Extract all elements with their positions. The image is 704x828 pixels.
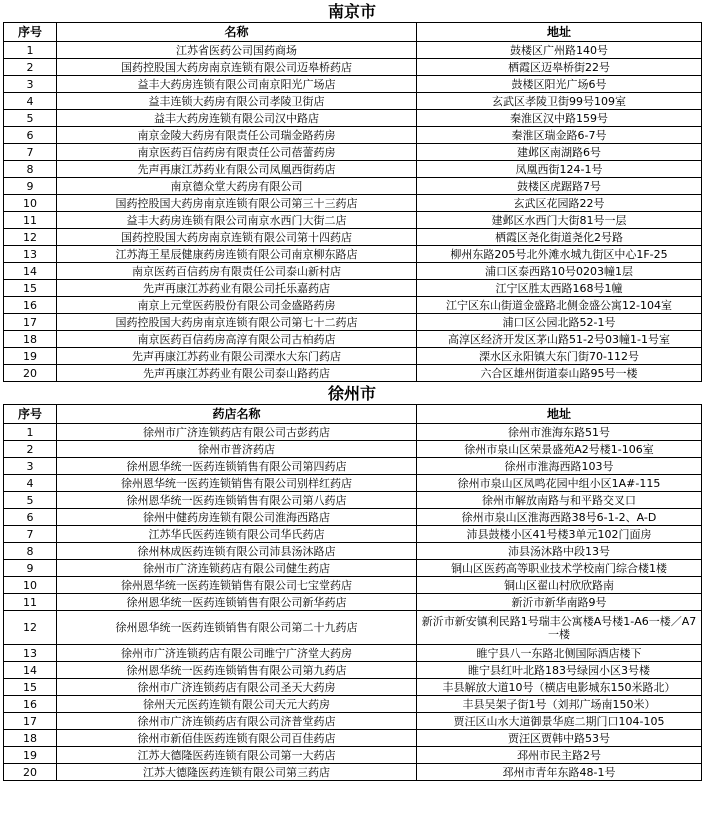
cell-store-name: 徐州林成医药连锁有限公司沛县汤沐路店 bbox=[57, 543, 417, 560]
table-row bbox=[4, 229, 702, 246]
cell-index: 19 bbox=[4, 348, 57, 365]
cell-address: 睢宁县八一东路北侧国际酒店楼下 bbox=[417, 645, 702, 662]
xuzhou-section-title: 徐州市 bbox=[327, 384, 376, 403]
cell-address: 贾汪区山水大道御景华庭二期门口104-105 bbox=[417, 713, 702, 730]
table-row bbox=[4, 424, 702, 441]
table-row bbox=[4, 127, 702, 144]
cell-index: 1 bbox=[4, 424, 57, 441]
cell-index: 3 bbox=[4, 76, 57, 93]
cell-address: 睢宁县红叶北路183号绿园小区3号楼 bbox=[417, 662, 702, 679]
cell-store-name: 江苏大德隆医药连锁有限公司第三药店 bbox=[57, 764, 417, 781]
cell-address: 江宁区胜太西路168号1幢 bbox=[417, 280, 702, 297]
cell-store-name: 益丰大药房连锁有限公司汉中路店 bbox=[57, 110, 417, 127]
cell-store-name: 国药控股国大药房南京连锁有限公司第七十二药店 bbox=[57, 314, 417, 331]
cell-index: 17 bbox=[4, 314, 57, 331]
table-row bbox=[4, 526, 702, 543]
cell-index: 17 bbox=[4, 713, 57, 730]
cell-index: 18 bbox=[4, 730, 57, 747]
cell-store-name: 徐州恩华统一医药连锁销售有限公司第四药店 bbox=[57, 458, 417, 475]
cell-store-name: 徐州恩华统一医药连锁销售有限公司七宝堂药店 bbox=[57, 577, 417, 594]
cell-index: 16 bbox=[4, 696, 57, 713]
cell-index: 13 bbox=[4, 645, 57, 662]
cell-address: 徐州市解放南路与和平路交叉口 bbox=[417, 492, 702, 509]
cell-index: 14 bbox=[4, 662, 57, 679]
cell-index: 2 bbox=[4, 441, 57, 458]
cell-index: 12 bbox=[4, 229, 57, 246]
cell-store-name: 南京医药百信药房有限责任公司蓓蕾药房 bbox=[57, 144, 417, 161]
cell-store-name: 国药控股国大药房南京连锁有限公司迈皋桥药店 bbox=[57, 59, 417, 76]
table-row bbox=[4, 543, 702, 560]
cell-address: 浦口区公园北路52-1号 bbox=[417, 314, 702, 331]
cell-address: 丰县解放大道10号（横店电影城东150米路北） bbox=[417, 679, 702, 696]
table-row bbox=[4, 365, 702, 382]
table-row bbox=[4, 645, 702, 662]
cell-address: 栖霞区尧化街道尧化2号路 bbox=[417, 229, 702, 246]
table-row bbox=[4, 59, 702, 76]
table-header-row bbox=[4, 23, 702, 42]
cell-address: 邳州市青年东路48-1号 bbox=[417, 764, 702, 781]
table-row bbox=[4, 314, 702, 331]
table-row bbox=[4, 246, 702, 263]
cell-index: 7 bbox=[4, 144, 57, 161]
table-row bbox=[4, 195, 702, 212]
table-row bbox=[4, 509, 702, 526]
cell-store-name: 先声再康江苏药业有限公司托乐嘉药店 bbox=[57, 280, 417, 297]
table-row bbox=[4, 93, 702, 110]
cell-store-name: 徐州恩华统一医药连锁销售有限公司第二十九药店 bbox=[57, 611, 417, 645]
cell-store-name: 益丰大药房连锁有限公司南京阳光广场店 bbox=[57, 76, 417, 93]
column-header-index: 序号 bbox=[4, 405, 57, 424]
cell-store-name: 徐州恩华统一医药连锁销售有限公司第八药店 bbox=[57, 492, 417, 509]
table-row bbox=[4, 42, 702, 59]
table-row bbox=[4, 560, 702, 577]
cell-index: 16 bbox=[4, 297, 57, 314]
cell-address: 鼓楼区虎踞路7号 bbox=[417, 178, 702, 195]
cell-index: 13 bbox=[4, 246, 57, 263]
table-row bbox=[4, 611, 702, 645]
cell-address: 江宁区东山街道金盛路北侧金盛公寓12-104室 bbox=[417, 297, 702, 314]
table-row bbox=[4, 594, 702, 611]
cell-store-name: 江苏华氏医药连锁有限公司华氏药店 bbox=[57, 526, 417, 543]
cell-address: 栖霞区迈皋桥街22号 bbox=[417, 59, 702, 76]
table-row bbox=[4, 441, 702, 458]
cell-index: 19 bbox=[4, 747, 57, 764]
cell-store-name: 先声再康江苏药业有限公司泰山路药店 bbox=[57, 365, 417, 382]
cell-store-name: 先声再康江苏药业有限公司凤凰西街药店 bbox=[57, 161, 417, 178]
table-row bbox=[4, 475, 702, 492]
cell-store-name: 徐州中健药房连锁有限公司淮海西路店 bbox=[57, 509, 417, 526]
cell-index: 11 bbox=[4, 212, 57, 229]
table-row bbox=[4, 280, 702, 297]
table-row bbox=[4, 331, 702, 348]
cell-index: 20 bbox=[4, 365, 57, 382]
cell-index: 6 bbox=[4, 127, 57, 144]
cell-address: 沛县汤沐路中段13号 bbox=[417, 543, 702, 560]
cell-address: 溧水区永阳镇大东门街70-112号 bbox=[417, 348, 702, 365]
table-row bbox=[4, 348, 702, 365]
column-header-index: 序号 bbox=[4, 23, 57, 42]
table-row bbox=[4, 76, 702, 93]
cell-store-name: 南京医药百信药房有限责任公司泰山新村店 bbox=[57, 263, 417, 280]
cell-store-name: 江苏海王星辰健康药房连锁有限公司南京柳东路店 bbox=[57, 246, 417, 263]
cell-index: 3 bbox=[4, 458, 57, 475]
cell-index: 7 bbox=[4, 526, 57, 543]
cell-address: 浦口区泰西路10号0203幢1层 bbox=[417, 263, 702, 280]
cell-index: 11 bbox=[4, 594, 57, 611]
table-row bbox=[4, 297, 702, 314]
cell-index: 12 bbox=[4, 611, 57, 645]
cell-address: 鼓楼区广州路140号 bbox=[417, 42, 702, 59]
cell-store-name: 江苏大德隆医药连锁有限公司第一大药店 bbox=[57, 747, 417, 764]
table-header-row bbox=[4, 405, 702, 424]
cell-address: 徐州市泉山区凤鸣花园中组小区1A#-115 bbox=[417, 475, 702, 492]
cell-index: 9 bbox=[4, 178, 57, 195]
cell-store-name: 徐州市新佰佳医药连锁有限公司百佳药店 bbox=[57, 730, 417, 747]
cell-store-name: 南京金陵大药房有限责任公司瑞金路药房 bbox=[57, 127, 417, 144]
cell-address: 徐州市泉山区淮海西路38号6-1-2、A-D bbox=[417, 509, 702, 526]
cell-index: 20 bbox=[4, 764, 57, 781]
cell-store-name: 徐州市普济药店 bbox=[57, 441, 417, 458]
xuzhou-table bbox=[3, 404, 702, 781]
cell-address: 鼓楼区阳光广场6号 bbox=[417, 76, 702, 93]
cell-address: 玄武区花园路22号 bbox=[417, 195, 702, 212]
cell-address: 秦淮区汉中路159号 bbox=[417, 110, 702, 127]
table-row bbox=[4, 144, 702, 161]
cell-index: 10 bbox=[4, 577, 57, 594]
cell-address: 邳州市民主路2号 bbox=[417, 747, 702, 764]
cell-address: 建邺区水西门大街81号一层 bbox=[417, 212, 702, 229]
cell-store-name: 江苏省医药公司国药商场 bbox=[57, 42, 417, 59]
cell-store-name: 徐州市广济连锁药店有限公司古彭药店 bbox=[57, 424, 417, 441]
cell-address: 徐州市泉山区荣景盛苑A2号楼1-106室 bbox=[417, 441, 702, 458]
nanjing-section-title: 南京市 bbox=[327, 2, 376, 21]
cell-store-name: 南京上元堂医药股份有限公司金盛路药房 bbox=[57, 297, 417, 314]
cell-index: 4 bbox=[4, 93, 57, 110]
cell-store-name: 徐州市广济连锁药店有限公司圣天大药房 bbox=[57, 679, 417, 696]
column-header-name: 名称 bbox=[57, 23, 417, 42]
cell-address: 建邺区南湖路6号 bbox=[417, 144, 702, 161]
cell-address: 凤凰西街124-1号 bbox=[417, 161, 702, 178]
cell-store-name: 徐州市广济连锁药店有限公司睢宁广济堂大药房 bbox=[57, 645, 417, 662]
cell-address: 徐州市淮海西路103号 bbox=[417, 458, 702, 475]
cell-index: 8 bbox=[4, 543, 57, 560]
column-header-address: 地址 bbox=[417, 405, 702, 424]
cell-store-name: 益丰大药房连锁有限公司南京水西门大街二店 bbox=[57, 212, 417, 229]
column-header-name: 药店名称 bbox=[57, 405, 417, 424]
cell-store-name: 南京德众堂大药房有限公司 bbox=[57, 178, 417, 195]
table-row bbox=[4, 161, 702, 178]
cell-address: 六合区雄州街道泰山路95号一楼 bbox=[417, 365, 702, 382]
cell-address: 贾汪区贾韩中路53号 bbox=[417, 730, 702, 747]
cell-store-name: 徐州恩华统一医药连锁销售有限公司新华药店 bbox=[57, 594, 417, 611]
cell-store-name: 南京医药百信药房高淳有限公司古柏药店 bbox=[57, 331, 417, 348]
cell-index: 1 bbox=[4, 42, 57, 59]
cell-store-name: 徐州恩华统一医药连锁销售有限公司第九药店 bbox=[57, 662, 417, 679]
column-header-address: 地址 bbox=[417, 23, 702, 42]
cell-index: 2 bbox=[4, 59, 57, 76]
table-row bbox=[4, 458, 702, 475]
cell-index: 10 bbox=[4, 195, 57, 212]
table-row bbox=[4, 492, 702, 509]
table-row bbox=[4, 679, 702, 696]
cell-address: 新沂市新华南路9号 bbox=[417, 594, 702, 611]
cell-index: 8 bbox=[4, 161, 57, 178]
cell-store-name: 国药控股国大药房南京连锁有限公司第三十三药店 bbox=[57, 195, 417, 212]
cell-store-name: 徐州市广济连锁药店有限公司健生药店 bbox=[57, 560, 417, 577]
table-row bbox=[4, 764, 702, 781]
table-row bbox=[4, 662, 702, 679]
cell-index: 15 bbox=[4, 280, 57, 297]
cell-store-name: 徐州天元医药连锁有限公司天元大药房 bbox=[57, 696, 417, 713]
cell-address: 徐州市淮海东路51号 bbox=[417, 424, 702, 441]
table-row bbox=[4, 110, 702, 127]
cell-address: 秦淮区瑞金路6-7号 bbox=[417, 127, 702, 144]
table-row bbox=[4, 212, 702, 229]
nanjing-table bbox=[3, 22, 702, 382]
cell-store-name: 先声再康江苏药业有限公司溧水大东门药店 bbox=[57, 348, 417, 365]
cell-store-name: 益丰连锁大药房有限公司孝陵卫街店 bbox=[57, 93, 417, 110]
table-row bbox=[4, 263, 702, 280]
table-row bbox=[4, 577, 702, 594]
cell-address: 新沂市新安镇利民路1号瑞丰公寓楼A号楼1-A6一楼／A7一楼 bbox=[417, 611, 702, 645]
table-row bbox=[4, 747, 702, 764]
cell-index: 9 bbox=[4, 560, 57, 577]
cell-index: 6 bbox=[4, 509, 57, 526]
cell-index: 18 bbox=[4, 331, 57, 348]
cell-address: 丰县吴架子街1号（刘邦广场南150米） bbox=[417, 696, 702, 713]
cell-address: 铜山区翟山村欣欣路南 bbox=[417, 577, 702, 594]
cell-address: 玄武区孝陵卫街99号109室 bbox=[417, 93, 702, 110]
table-row bbox=[4, 730, 702, 747]
table-row bbox=[4, 178, 702, 195]
table-row bbox=[4, 696, 702, 713]
cell-address: 沛县鼓楼小区41号楼3单元102门面房 bbox=[417, 526, 702, 543]
cell-address: 高淳区经济开发区茅山路51-2号03幢1-1号室 bbox=[417, 331, 702, 348]
cell-index: 4 bbox=[4, 475, 57, 492]
cell-index: 14 bbox=[4, 263, 57, 280]
cell-address: 柳州东路205号北外滩水城九街区中心1F-25 bbox=[417, 246, 702, 263]
table-row bbox=[4, 713, 702, 730]
cell-store-name: 国药控股国大药房南京连锁有限公司第十四药店 bbox=[57, 229, 417, 246]
cell-index: 5 bbox=[4, 110, 57, 127]
cell-address: 铜山区医药高等职业技术学校南门综合楼1楼 bbox=[417, 560, 702, 577]
cell-index: 5 bbox=[4, 492, 57, 509]
cell-store-name: 徐州市广济连锁药店有限公司济普堂药店 bbox=[57, 713, 417, 730]
cell-index: 15 bbox=[4, 679, 57, 696]
cell-store-name: 徐州恩华统一医药连锁销售有限公司别样红药店 bbox=[57, 475, 417, 492]
